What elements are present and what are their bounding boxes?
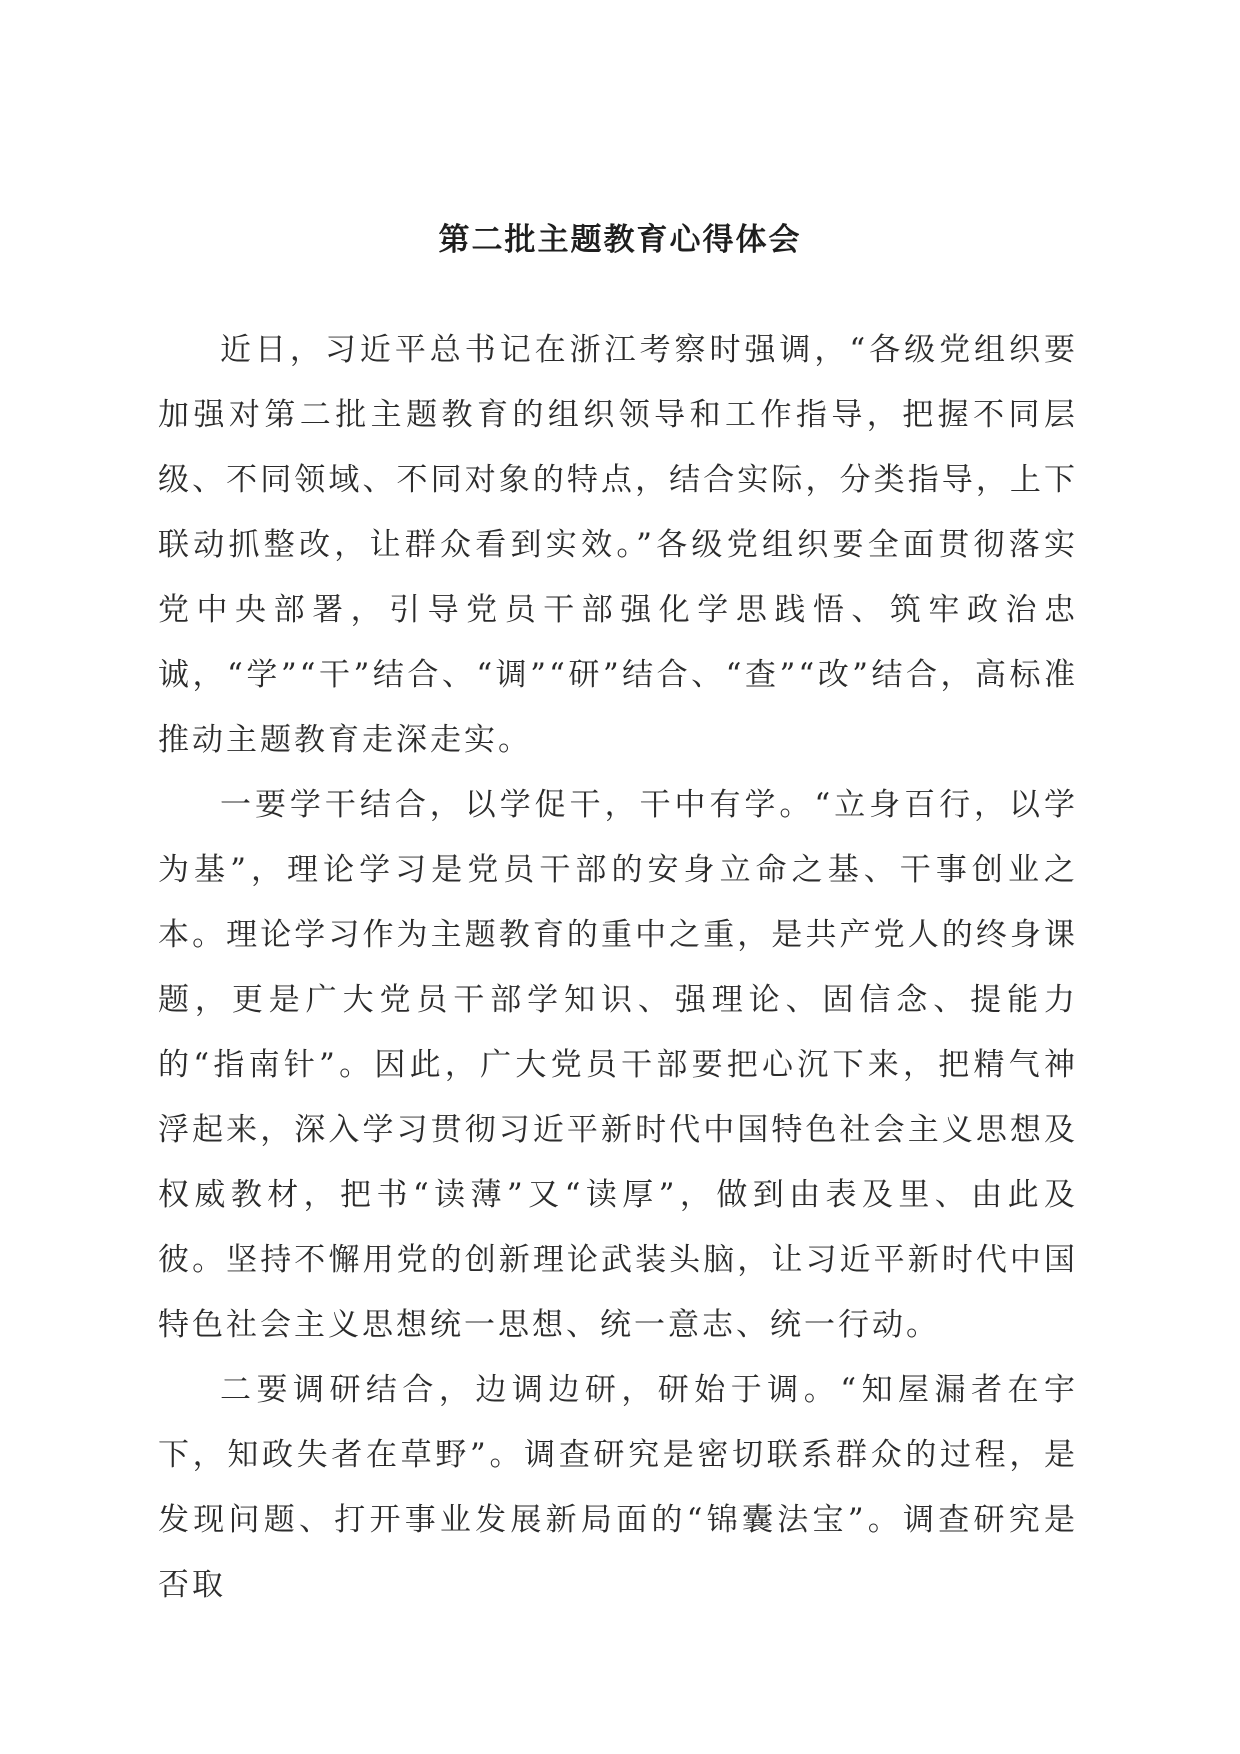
paragraph-study-and-work: 一要学干结合，以学促干，干中有学。“立身百行，以学为基”，理论学习是党员干部的安身立命之基、干事创业之本。理论学习作为主题教育的重中之重，是共产党人的终身课题，更是广大党员干部学知识、强理论、固信念、提能力的“指南针”。因此，广大党员干部要把心沉下来，把精气神浮起来，深入学习贯彻习近平新时代中国特色社会主义思想及权威教材，把书“读薄”又“读厚”，做到由表及里、由此及彼。坚持不懈用党的创新理论武装头脑，让习近平新时代中国特色社会主义思想统一思想、统一意志、统一行动。 xyxy=(158,787,1078,1343)
paragraph-intro: 近日，习近平总书记在浙江考察时强调，“各级党组织要加强对第二批主题教育的组织领导和工作指导，把握不同层级、不同领域、不同对象的特点，结合实际，分类指导，上下联动抓整改，让群众看到实效。”各级党组织要全面贯彻落实党中央部署，引导党员干部强化学思践悟、筑牢政治忠诚，“学”“干”结合、“调”“研”结合、“查”“改”结合，高标准推动主题教育走深走实。 xyxy=(158,332,1078,758)
document-title: 第二批主题教育心得体会 xyxy=(438,222,802,258)
document-body xyxy=(158,318,1078,1618)
paragraph-survey-and-research: 二要调研结合，边调边研，研始于调。“知屋漏者在宇下，知政失者在草野”。调查研究是密切联系群众的过程，是发现问题、打开事业发展新局面的“锦囊法宝”。调查研究是否取 xyxy=(158,1372,1078,1603)
